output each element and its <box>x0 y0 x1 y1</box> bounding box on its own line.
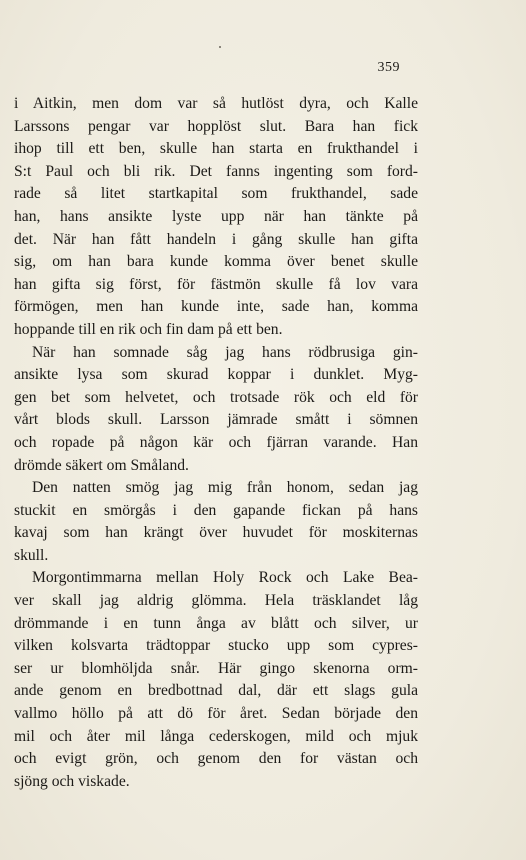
text-line: drömmande i en tunn ånga av blått och silver, ur <box>14 614 418 632</box>
text-line: kavaj som han krängt över huvudet för moskiternas <box>14 524 418 542</box>
text-line: vallmo höllo på att dö för året. Sedan började den <box>14 705 418 723</box>
text-line: vilken kolsvarta trädtoppar stucko upp som cypres- <box>14 637 418 655</box>
text-line: sjöng och viskade. <box>14 772 130 790</box>
text-line: mil och åter mil långa cederskogen, mild och mjuk <box>14 727 418 745</box>
text-line: Morgontimmarna mellan Holy Rock och Lake Bea- <box>32 569 418 587</box>
text-line: det. När han fått handeln i gång skulle han gifta <box>14 230 418 248</box>
text-line: ihop till ett ben, skulle han starta en frukthandel i <box>14 140 418 158</box>
text-line: ser ur blomhöljda snår. Här gingo skenorna orm- <box>14 659 418 677</box>
text-line: ansikte lysa som skurad koppar i dunklet. Myg- <box>14 366 418 384</box>
text-line: vårt blods skull. Larsson jämrade smått i sömnen <box>14 411 418 429</box>
text-line: Larssons pengar var hopplöst slut. Bara han fick <box>14 117 418 135</box>
text-line: ande genom en bredbottnad dal, där ett slags gula <box>14 682 418 700</box>
text-line: i Aitkin, men dom var så hutlöst dyra, och Kalle <box>14 95 418 112</box>
text-line: rade så litet startkapital som frukthandel, sade <box>14 185 418 203</box>
text-line: förmögen, men han kunde inte, sade han, komma <box>14 298 418 316</box>
text-line: ver skall jag aldrig glömma. Hela träsklandet låg <box>14 592 418 610</box>
text-line: stuckit en smörgås i den gapande fickan på hans <box>14 501 418 519</box>
text-line: och ropade på någon kär och fjärran varande. Han <box>14 433 418 451</box>
text-line: drömde säkert om Småland. <box>14 456 189 474</box>
page-number: 359 <box>377 60 400 75</box>
text-line: När han somnade såg jag hans rödbrusiga gin- <box>32 343 418 361</box>
body-text <box>14 93 418 793</box>
text-line: gen bet som helvetet, och trotsade rök och eld för <box>14 388 418 406</box>
text-line: han gifta sig först, för fästmön skulle få lov vara <box>14 275 418 293</box>
text-line: sig, om han bara kunde komma över benet skulle <box>14 253 418 271</box>
text-line: han, hans ansikte lyste upp när han tänkte på <box>14 207 418 225</box>
text-line: Den natten smög jag mig från honom, sedan jag <box>32 479 418 497</box>
text-line: S:t Paul och bli rik. Det fanns ingenting som ford- <box>14 162 418 180</box>
ink-speck <box>219 46 221 48</box>
text-line: och evigt grön, och genom den for västan och <box>14 750 418 768</box>
text-line: hoppande till en rik och fin dam på ett ben. <box>14 320 283 338</box>
text-line: skull. <box>14 546 49 564</box>
